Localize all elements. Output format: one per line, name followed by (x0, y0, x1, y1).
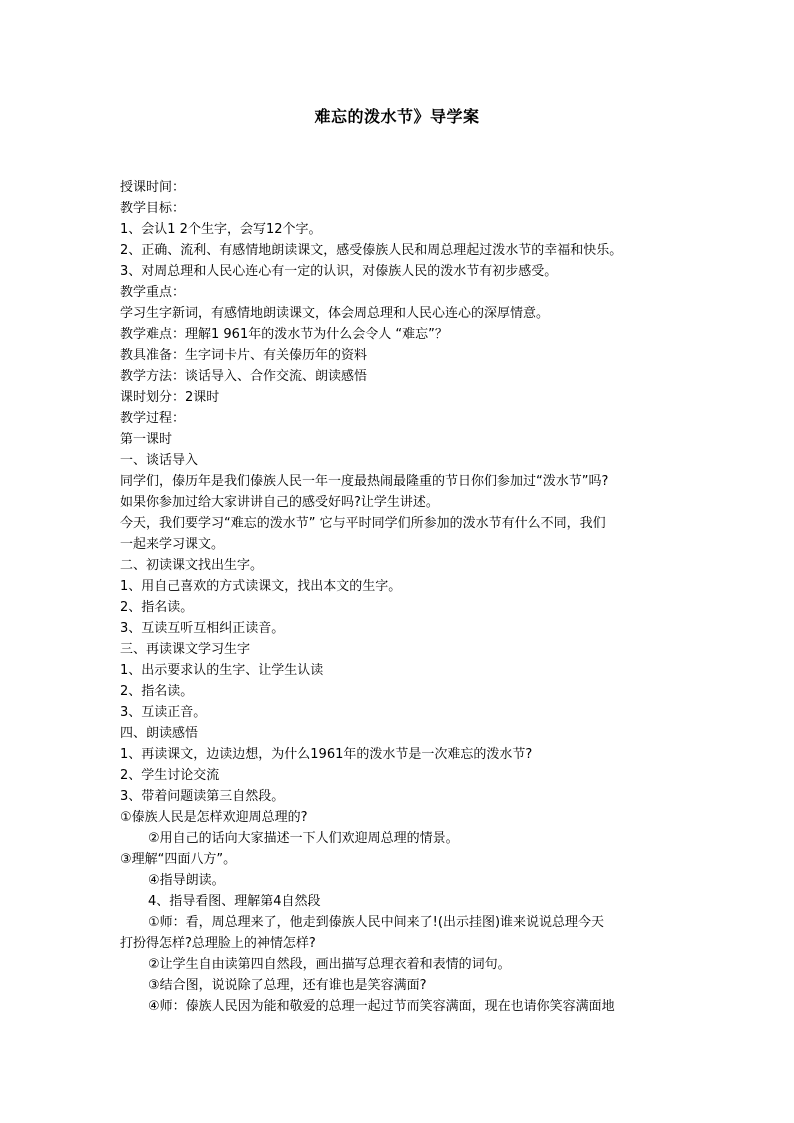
text-line: 教具准备：生字词卡片、有关傣历年的资料 (120, 348, 368, 363)
text-line: 3、对周总理和人民心连心有一定的认识，对傣族人民的泼水节有初步感受。 (120, 264, 558, 279)
text-line: ①师：看，周总理来了，他走到傣族人民中间来了!(出示挂图)谁来说说总理今天 (148, 915, 605, 930)
text-line: 2、指名读。 (120, 684, 194, 699)
text-line: 教学方法：谈话导入、合作交流、朗读感悟 (120, 369, 368, 384)
text-line: 1、用自己喜欢的方式读课文，找出本文的生字。 (120, 579, 402, 594)
text-line: 四、朗读感悟 (120, 726, 199, 741)
text-line: 授课时间： (120, 180, 186, 195)
text-line: ④指导朗读。 (148, 873, 225, 888)
text-line: 课时划分：2课时 (120, 390, 220, 405)
text-line: 3、互读正音。 (120, 705, 207, 720)
text-line: 学习生字新词，有感情地朗读课文，体会周总理和人民心连心的深厚情意。 (120, 306, 550, 321)
text-line: ①傣族人民是怎样欢迎周总理的? (120, 810, 308, 825)
page-title: 难忘的泼水节》导学案 (314, 107, 480, 126)
text-line: 同学们，傣历年是我们傣族人民一年一度最热闹最隆重的节日你们参加过“泼水节”吗? (120, 474, 609, 489)
text-line: 一、谈话导入 (120, 453, 199, 468)
text-line: ③结合图，说说除了总理，还有谁也是笑容满面? (148, 978, 427, 993)
document-body (120, 177, 680, 1017)
text-line: 打扮得怎样?总理脸上的神情怎样? (120, 936, 316, 951)
text-line: 教学难点：理解1 961年的泼水节为什么会令人 “难忘”？ (120, 327, 448, 342)
text-line: 2、正确、流利、有感情地朗读课文，感受傣族人民和周总理起过泼水节的幸福和快乐。 (120, 243, 623, 258)
text-line: 第一课时 (120, 432, 173, 447)
text-line: 2、指名读。 (120, 600, 194, 615)
text-line: 教学过程： (120, 411, 186, 426)
text-line: 1、会认1 2个生字，会写12个字。 (120, 222, 322, 237)
text-line: 二、初读课文找出生字。 (120, 558, 264, 573)
text-line: 2、学生讨论交流 (120, 768, 220, 783)
text-line: ③理解“四面八方”。 (120, 852, 237, 867)
text-line: ④师：傣族人民因为能和敬爱的总理一起过节而笑容满面，现在也请你笑容满面地 (148, 999, 615, 1014)
text-line: 一起来学习课文。 (120, 537, 225, 552)
text-line: 1、出示要求认的生字、让学生认读 (120, 663, 324, 678)
text-line: 如果你参加过给大家讲讲自己的感受好吗?让学生讲述。 (120, 495, 439, 510)
text-line: 3、带着问题读第三自然段。 (120, 789, 285, 804)
text-line: ②让学生自由读第四自然段，画出描写总理衣着和表情的词句。 (148, 957, 511, 972)
text-line: 教学重点： (120, 285, 186, 300)
text-line: 1、再读课文，边读边想，为什么1961年的泼水节是一次难忘的泼水节? (120, 747, 533, 762)
text-line: 三、再读课文学习生字 (120, 642, 251, 657)
text-line: 今天，我们要学习“难忘的泼水节” 它与平时同学们所参加的泼水节有什么不同，我们 (120, 516, 606, 531)
text-line: 4、指导看图、理解第4自然段 (148, 894, 321, 909)
text-line: 教学目标： (120, 201, 186, 216)
text-line: 3、互读互听互相纠正读音。 (120, 621, 285, 636)
text-line: ②用自己的话向大家描述一下人们欢迎周总理的情景。 (148, 831, 459, 846)
